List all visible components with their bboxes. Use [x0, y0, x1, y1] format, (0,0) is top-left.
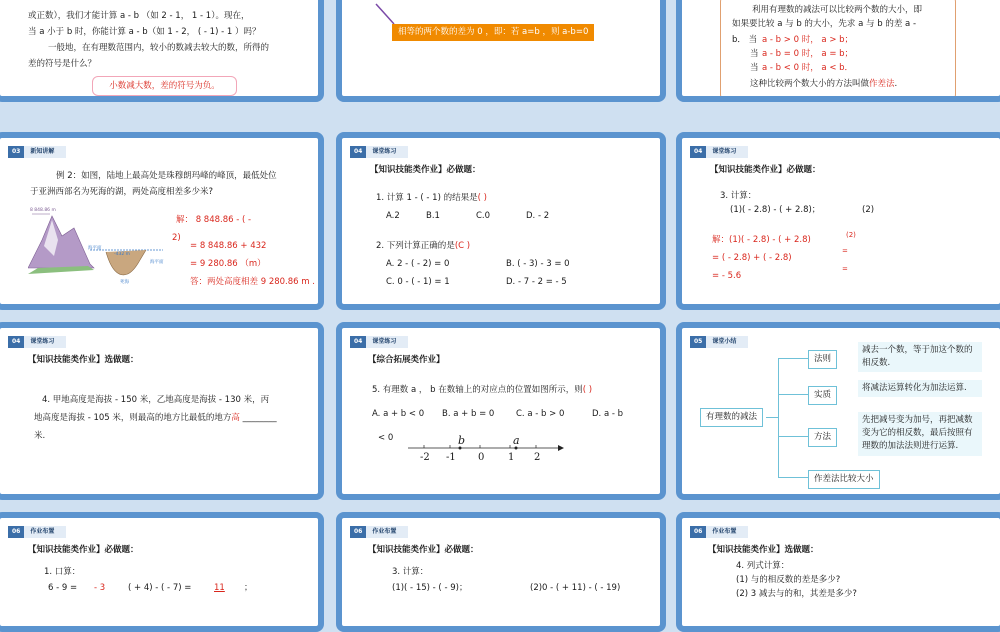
point-label-b: b [458, 434, 466, 447]
expression: ( + 4) - ( - 7) = [128, 583, 192, 593]
part-2: (2) [862, 205, 875, 215]
tick-label: 1 [508, 452, 515, 463]
rule-eq: a - b = 0 时， a = b； [762, 49, 854, 59]
tick-label: -1 [446, 452, 456, 463]
text-line: 一般地，在有理数范围内，较小的数减去较大的数，所得的 [48, 43, 270, 53]
solution-line: = 8 848.86 + 432 [190, 241, 267, 251]
slide-9[interactable] [676, 322, 1000, 500]
mindmap-node-method: 方法 [808, 428, 837, 447]
slide-6[interactable] [676, 132, 1000, 310]
rule-lt: a - b < 0 时， a < b． [762, 63, 854, 73]
slide-10[interactable] [0, 512, 324, 632]
question-2: 2. 下列计算正确的是(C ) [376, 241, 471, 251]
mindmap-node-rule: 法则 [808, 350, 837, 369]
section-header: 04 课堂练习 [690, 146, 748, 158]
section-header: 04 课堂练习 [8, 336, 66, 348]
mindmap-text-method: 先把减号变为加号，再把减数变为它的相反数，最后按照有理数的加法法则进行运算. [858, 412, 982, 456]
section-title: 【知识技能类作业】必做题： [710, 165, 821, 175]
section-title: 【知识技能类作业】选做题： [708, 545, 819, 555]
text-line: 这种比较两个数大小的方法叫做作差法. [750, 79, 898, 89]
question-4: 米. [34, 431, 46, 441]
answer-line: 答：两处高度相差 9 280.86 m . [190, 277, 315, 287]
text-line: 当 [750, 63, 759, 73]
option: A. 2 - ( - 2) = 0 [386, 259, 450, 269]
note-box: 相等的两个数的差为 0 ，即：若 a=b ，则 a-b=0 [392, 24, 594, 41]
solution-line: 解：(1)( - 2.8) - ( + 2.8) [712, 235, 811, 245]
text-line: 差的符号是什么？ [28, 59, 97, 69]
question-1: 1. 计算 1 - ( - 1) 的结果是( ) [376, 193, 487, 203]
option: B.1 [426, 211, 440, 221]
expression-answer: 11 [214, 583, 225, 593]
section-header: 06 作业布置 [8, 526, 66, 538]
text-line: b． 当 [732, 35, 758, 45]
section-header: 04 课堂练习 [350, 146, 408, 158]
fig-label-depth: -432 m [114, 252, 131, 257]
slide-7[interactable] [0, 322, 324, 500]
question-4: 4. 列式计算： [736, 561, 790, 571]
part-1: (1) 与的相反数的差是多少? [736, 575, 841, 585]
section-header: 04 课堂练习 [350, 336, 408, 348]
option: C. a - b > 0 [516, 409, 565, 419]
solution-line: = ( - 2.8) + ( - 2.8) [712, 253, 792, 263]
question-4: 4. 甲地高度是海拔 - 150 米，乙地高度是海拔 - 130 米，丙 [42, 395, 270, 405]
option: < 0 [378, 433, 394, 443]
connector [778, 358, 808, 478]
part-1: (1)( - 2.8) - ( + 2.8)； [730, 205, 821, 215]
option: B. ( - 3) - 3 = 0 [506, 259, 570, 269]
solution-line: = - 5.6 [712, 271, 742, 281]
connector [778, 394, 808, 395]
tick-label: 2 [534, 452, 541, 463]
mindmap-center: 有理数的减法 [700, 408, 763, 427]
question-5: 5. 有理数 a ， b 在数轴上的对应点的位置如图所示，则( ) [372, 385, 593, 395]
mindmap-text-rule: 减去一个数，等于加这个数的相反数. [858, 342, 982, 372]
connector [766, 417, 778, 418]
expression-end: ； [244, 583, 253, 593]
question-4: 地高度是海拔 - 105 米，则最高的地方比最低的地方高 ________ [34, 413, 277, 423]
connector [778, 436, 808, 437]
section-title: 【综合拓展类作业】 [368, 355, 445, 365]
text-line: 如果要比较 a 与 b 的大小，先求 a 与 b 的差 a - [732, 19, 917, 29]
option: D. a - b [592, 409, 624, 419]
mindmap-node-compare: 作差法比较大小 [808, 470, 880, 489]
solution-line: = [842, 265, 848, 273]
solution-line: = [842, 247, 848, 255]
slide-3[interactable] [676, 0, 1000, 102]
rule-gt: a - b > 0 时， a > b； [762, 35, 854, 45]
section-title: 【知识技能类作业】选做题： [28, 355, 139, 365]
text-line: 于亚洲西部名为死海的湖，两处高度相差多少米? [30, 187, 214, 197]
option: C.0 [476, 211, 491, 221]
slide-12[interactable] [676, 512, 1000, 632]
point-label-a: a [513, 434, 520, 447]
option: D. - 2 [526, 211, 550, 221]
section-title: 【知识技能类作业】必做题： [28, 545, 139, 555]
solution-line: 解： 8 848.86 - ( - [176, 215, 252, 225]
mindmap-node-essence: 实质 [808, 386, 837, 405]
part-2: (2)0 - ( + 11) - ( - 19) [530, 583, 621, 593]
section-header: 06 作业布置 [690, 526, 748, 538]
section-header: 05 课堂小结 [690, 336, 748, 348]
fig-label-peak: 8 848.86 m [30, 208, 56, 213]
fig-label-sea-level: 海平面 [150, 260, 164, 265]
text-line: 例 2：如图，陆地上最高处是珠穆朗玛峰的峰顶，最低处位 [56, 171, 277, 181]
option: C. 0 - ( - 1) = 1 [386, 277, 450, 287]
tick-label: 0 [478, 452, 485, 463]
part-2: (2) 3 减去与的和，其差是多少? [736, 589, 857, 599]
slide-5[interactable] [336, 132, 666, 310]
solution-line: (2) [846, 231, 856, 239]
section-title: 【知识技能类作业】必做题： [368, 545, 479, 555]
solution-line: 2) [172, 233, 181, 243]
expression-answer: - 3 [94, 583, 106, 593]
mindmap-text-essence: 将减法运算转化为加法运算. [858, 380, 982, 397]
slide-11[interactable] [336, 512, 666, 632]
text-line: 利用有理数的减法可以比较两个数的大小，即 [752, 5, 923, 15]
section-header: 03 新知讲解 [8, 146, 66, 158]
expression: 6 - 9 = [48, 583, 78, 593]
option: D. - 7 - 2 = - 5 [506, 277, 567, 287]
slide-1[interactable] [0, 0, 324, 102]
answer-box: 小数减大数，差的符号为负。 [92, 76, 237, 96]
part-1: (1)( - 15) - ( - 9)； [392, 583, 468, 593]
option: A.2 [386, 211, 400, 221]
slide-8[interactable] [336, 322, 666, 500]
question-3: 3. 计算： [720, 191, 757, 201]
slide-2[interactable] [336, 0, 666, 102]
text-line: 当 a 小于 b 时，你能计算 a - b（如 1 - 2， ( - 1) - 1 ）吗？ [28, 27, 261, 37]
question-3: 3. 计算： [392, 567, 429, 577]
number-line [406, 434, 566, 468]
text-line: 当 [750, 49, 759, 59]
section-header: 06 作业布置 [350, 526, 408, 538]
solution-line: = 9 280.86 （m） [190, 259, 266, 269]
fig-label-dead-sea: 死海 [120, 280, 129, 285]
section-title: 【知识技能类作业】必做题： [370, 165, 481, 175]
option: B. a + b = 0 [442, 409, 495, 419]
tick-label: -2 [420, 452, 430, 463]
text-line: 或正数），我们才能计算 a - b （如 2 - 1， 1 - 1）。现在， [28, 11, 250, 21]
slide-4[interactable] [0, 132, 324, 310]
option: A. a + b < 0 [372, 409, 425, 419]
fig-label-sea-level: 海平面 [88, 246, 102, 251]
question-1: 1. 口算： [44, 567, 81, 577]
